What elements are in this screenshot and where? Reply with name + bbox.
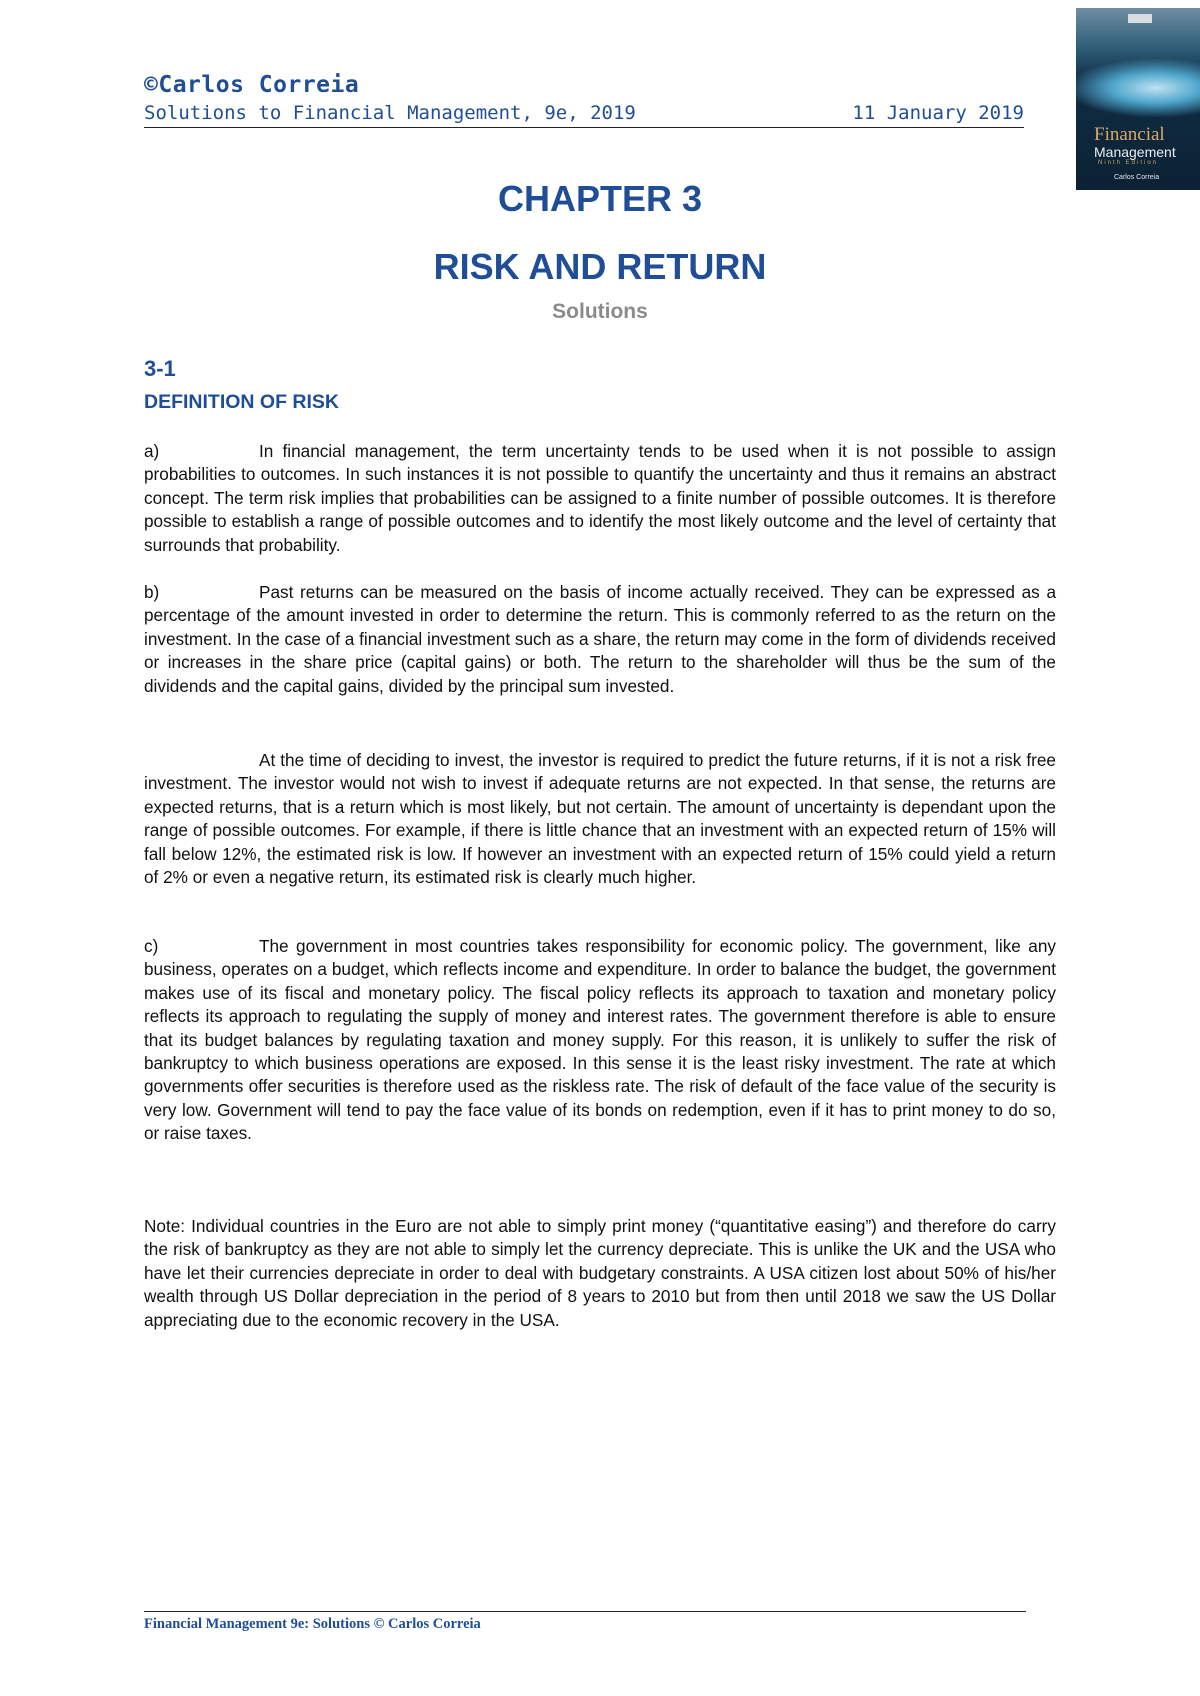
paragraph-a-text: In financial management, the term uncertainty tends to be used when it is not possible to assign probabilities to outcomes. In such instances it is not possible to quantify the uncertainty and thus it remains an abstract concept. The term risk implies that probabilities can be assigned to a finite number of possible outcomes. It is therefore possible to establish a range of possible outcomes and to identify the most likely outcome and the level of certainty that surrounds that probability. bbox=[144, 441, 1056, 555]
paragraph-b2-text: At the time of deciding to invest, the investor is required to predict the future returns, if it is not a risk free investment. The investor would not wish to invest if adequate returns are not expected. In that sense, the returns are expected returns, that is a return which is most likely, but not certain. The amount of uncertainty is dependant upon the range of possible outcomes. For example, if there is little chance that an investment with an expected return of 15% will fall below 12%, the estimated risk is low. If however an investment with an expected return of 15% could yield a return of 2% or even a negative return, its estimated risk is clearly much higher. bbox=[144, 750, 1056, 888]
footer-divider bbox=[144, 1611, 1026, 1612]
header-book-title: Solutions to Financial Management, 9e, 2019 bbox=[144, 102, 636, 124]
header-row bbox=[144, 102, 1024, 128]
paragraph-c-text: The government in most countries takes responsibility for economic policy. The government, like any business, operates on a budget, which reflects income and expenditure. In order to balance the budget, the government makes use of its fiscal and monetary policy. The fiscal policy reflects its approach to taxation and monetary policy reflects its approach to regulating the supply of money and interest rates. The government therefore is able to ensure that its budget balances by regulating taxation and money supply. For this reason, it is unlikely to suffer the risk of bankruptcy to which business operations are exposed. In this sense it is the least risky investment. The rate at which governments offer securities is therefore used as the riskless rate. The risk of default of the face value of the security is very low. Government will tend to pay the face value of its bonds on redemption, even if it has to print money to do so, or raise taxes. bbox=[144, 936, 1056, 1144]
note-text: Note: Individual countries in the Euro are not able to simply print money (“quantitative easing”) and therefore do carry the risk of bankruptcy as they are not able to simply let the currency depreciate. This is unlike the UK and the USA who have let their currencies depreciate in order to deal with budgetary constraints. A USA citizen lost about 50% of his/her wealth through US Dollar depreciation in the period of 8 years to 2010 but from then until 2018 we saw the US Dollar appreciating due to the economic recovery in the USA. bbox=[144, 1216, 1056, 1330]
section-title: DEFINITION OF RISK bbox=[144, 391, 339, 413]
book-cover-image bbox=[1076, 8, 1200, 190]
chapter-title: RISK AND RETURN bbox=[433, 246, 767, 287]
cover-title: Financial bbox=[1094, 124, 1165, 145]
cover-author: Carlos Correia bbox=[1114, 174, 1160, 181]
page-header bbox=[144, 72, 1024, 128]
paragraph-c-label: c) bbox=[144, 936, 159, 956]
chapter-number: CHAPTER 3 bbox=[497, 178, 703, 219]
footer-text: Financial Management 9e: Solutions © Carlos Correia bbox=[144, 1616, 481, 1632]
paragraph-a-label: a) bbox=[144, 441, 160, 461]
chapter-subtitle: Solutions bbox=[552, 300, 648, 323]
paragraph-b-continued bbox=[144, 749, 1056, 889]
section-number: 3-1 bbox=[144, 356, 176, 381]
header-author: ©Carlos Correia bbox=[144, 72, 360, 98]
paragraph-a bbox=[144, 440, 1056, 557]
paragraph-b-text: Past returns can be measured on the basis of income actually received. They can be expressed as a percentage of the amount invested in order to determine the return. This is commonly referred to as the return on the investment. In the case of a financial investment such as a share, the return may come in the form of dividends received or increases in the share price (capital gains) or both. The return to the shareholder will thus be the sum of the dividends and the capital gains, divided by the principal sum invested. bbox=[144, 582, 1056, 696]
header-date: 11 January 2019 bbox=[852, 102, 1024, 124]
cover-subtitle: Management bbox=[1094, 144, 1176, 160]
cover-splash-graphic bbox=[1076, 58, 1200, 118]
paragraph-b bbox=[144, 581, 1056, 698]
cover-edition: Ninth Edition bbox=[1098, 160, 1159, 166]
paragraph-c bbox=[144, 935, 1056, 1146]
paragraph-b-label: b) bbox=[144, 582, 160, 602]
note-paragraph bbox=[144, 1215, 1056, 1332]
publisher-logo bbox=[1128, 14, 1152, 23]
